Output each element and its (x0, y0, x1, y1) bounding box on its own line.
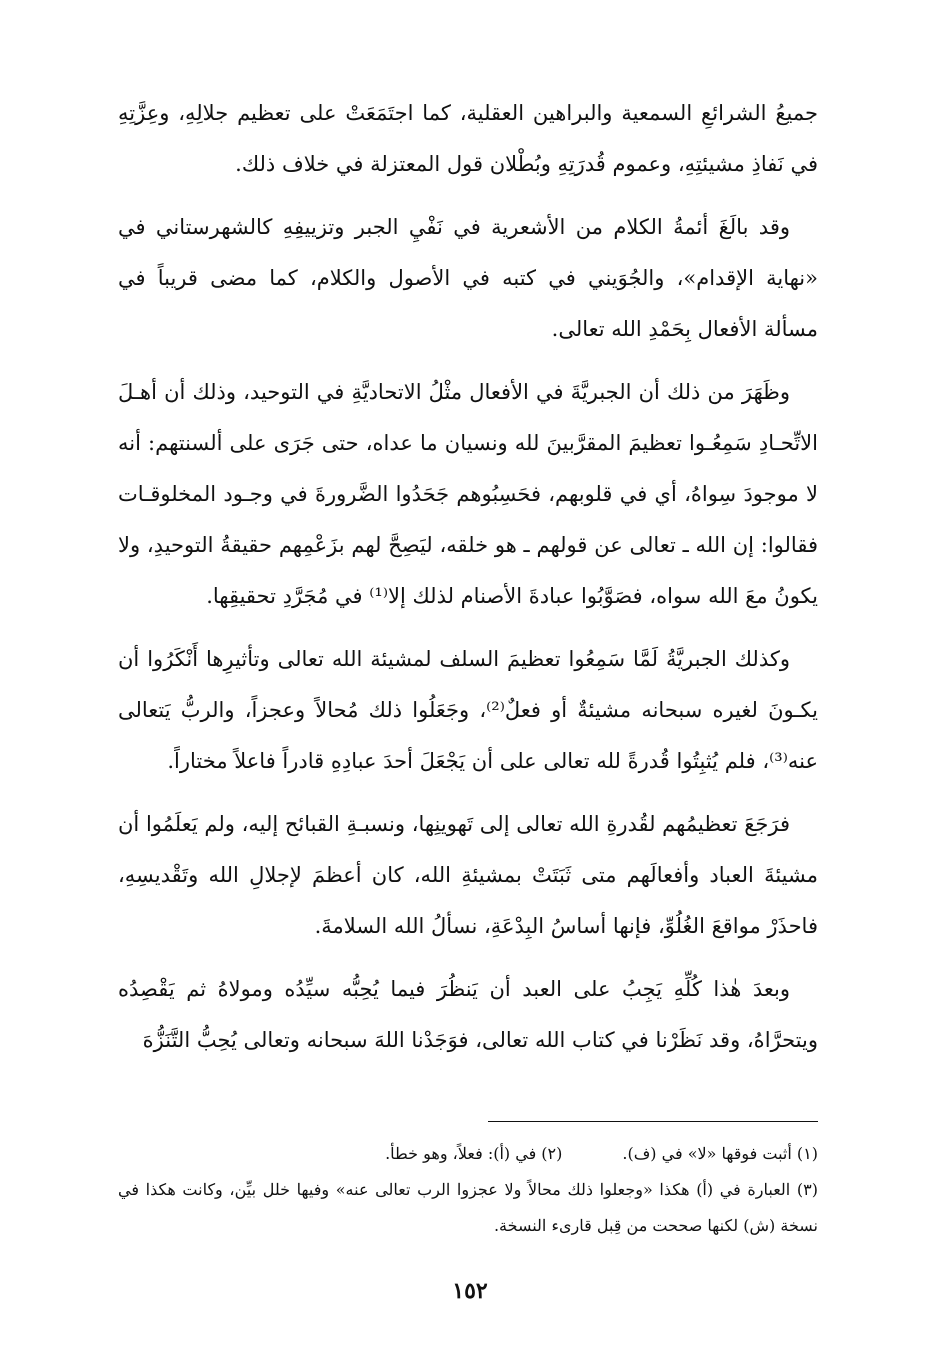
footnote-3: (٣) العبارة في (أ) هكذا «وجعلوا ذلك محالاً ولا عجزوا الرب تعالى عنه» وفيها خلل بيِّن، وكانت هكذا في نسخة (ش) لكنها صححت من قِبل قارىء النسخة. (118, 1180, 818, 1235)
footnote-row (118, 1136, 818, 1172)
footnotes (118, 1136, 818, 1244)
paragraph-6: وبعدَ هٰذا كُلِّهِ يَجِبُ على العبد أن يَنظُرَ فيما يُحِبُّه سيِّدُه ومولاهُ ثم يَقْصِدُه ويتحرَّاهُ، وقد نَظَرْنا في كتاب الله تعالى، فوَجَدْنا اللهَ سبحانه وتعالى يُحِبُّ التَّنَزُّهَ (118, 977, 818, 1052)
paragraph-4: وكذلك الجبريَّةُ لَمَّا سَمِعُوا تعظيمَ السلف لمشيئة الله تعالى وتأثيرِها أَنْكَرُوا أن يكـونَ لغيره سبحانه مشيئةٌ أو فعلٌ⁽²⁾، وجَعَلُوا ذلك مُحالاً وعجزاً، والربُّ يَتعالى عنه⁽³⁾، فلم يُثبِتُوا قُدرةً لله تعالى على أن يَجْعَلَ أحدَ عبادِهِ قادراً فاعلاً مختاراً. (118, 647, 818, 773)
footnote-2: (٢) في (أ): فعلاً، وهو خطأ. (385, 1144, 563, 1163)
paragraph-3: وظَهَرَ من ذلك أن الجبريَّةَ في الأفعال مثْلُ الاتحاديَّةِ في التوحيد، وذلك أن أهـلَ الاتِّحـادِ سَمِعُـوا تعظيمَ المقرَّبينَ لله ونسيان ما عداه، حتى جَرَى على ألسنتهم: أنه لا موجودَ سِواهُ، أي في قلوبهم، فحَسِبُوهم جَحَدُوا الضَّرورةَ في وجـود المخلوقـات فقالوا: إن الله ـ تعالى عن قولهم ـ هو خلقه، ليَصِحَّ لهم بزَعْمِهم حقيقةُ التوحيدِ، ولا يكونُ معَ الله سواه، فصَوَّبُوا عبادةَ الأصنام لذلك إلا⁽¹⁾ في مُجَرَّدِ تحقيقِها. (118, 380, 818, 608)
footnote-divider (488, 1121, 818, 1122)
paragraph-2: وقد بالَغَ أئمةُ الكلام من الأشعرية في نَفْيِ الجبر وتزييفِهِ كالشهرستاني في «نهاية الإقدام»، والجُوَيني في كتبه في الأصول والكلام، كما مضى قريباً في مسألة الأفعال بِحَمْدِ الله تعالى. (118, 215, 818, 341)
footnote-1: (١) أثبت فوقها «لا» في (ف). (622, 1144, 818, 1163)
paragraph-5: فرَجَعَ تعظيمُهم لقُدرةِ الله تعالى إلى تَهوينِها، ونسبـةِ القبائح إليه، ولم يَعلَمُوا أن مشيئةَ العباد وأفعالَهم متى ثَبَتَتْ بمشيئةِ الله، كان أعظمَ لإجلالِ الله وتَقْديسِهِ، فاحذَرْ مواقعَ الغُلُوِّ، فإنها أساسُ البِدْعَةِ، نسألُ الله السلامةَ. (118, 812, 818, 938)
main-text (118, 88, 818, 1078)
paragraph-1: جميعُ الشرائعِ السمعية والبراهين العقلية، كما اجتَمَعَتْ على تعظيم جلالِهِ، وعِزَّتِهِ في نَفاذِ مشيئتِهِ، وعموم قُدرَتِهِ وبُطْلان قول المعتزلة في خلاف ذلك. (118, 101, 818, 176)
page-number: ١٥٢ (452, 1278, 488, 1304)
